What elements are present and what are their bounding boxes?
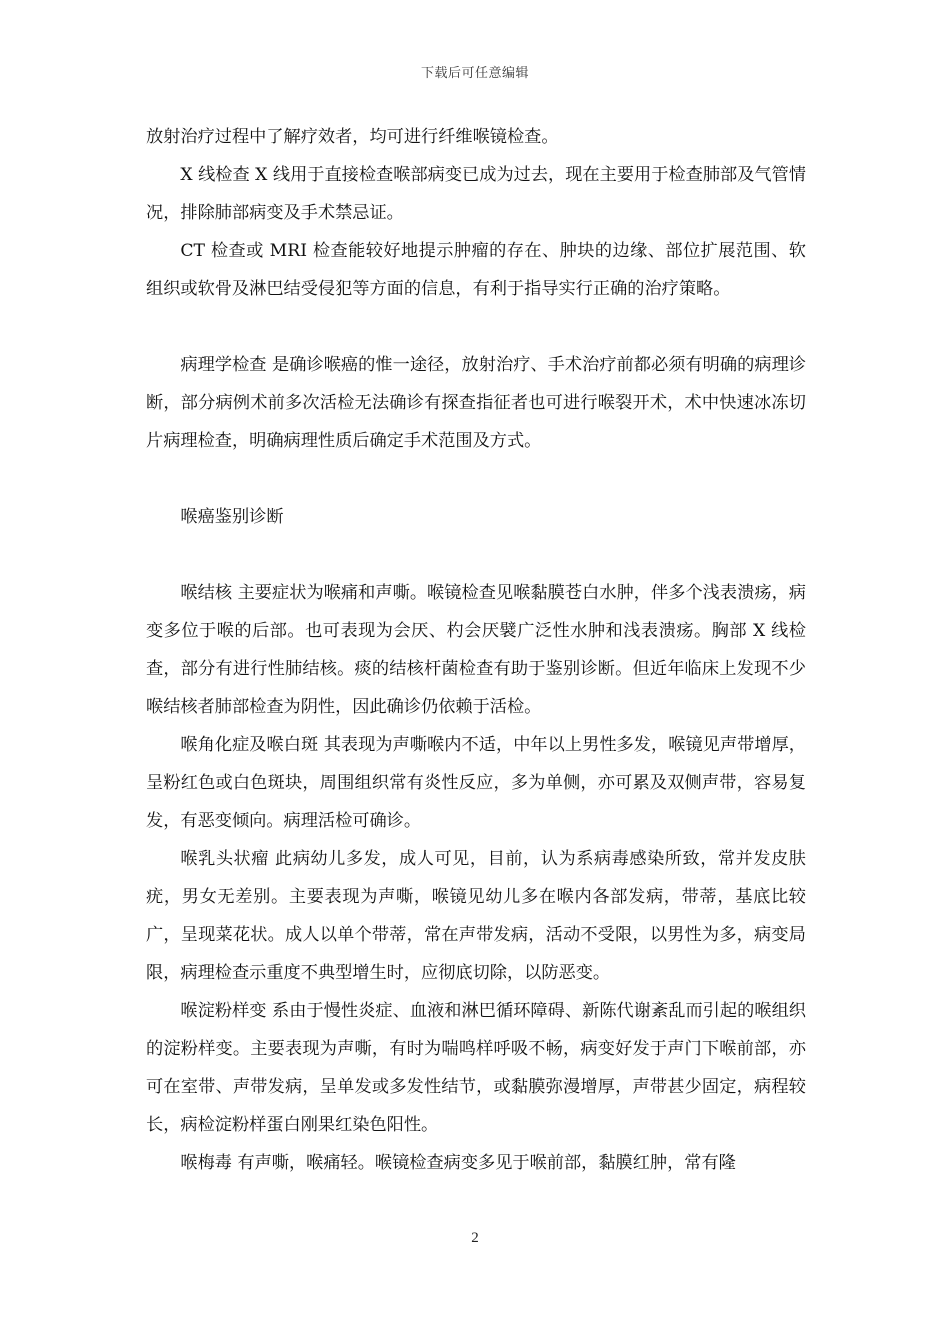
page-number: 2 xyxy=(471,1230,479,1246)
paragraph-keratosis: 喉角化症及喉白斑 其表现为声嘶喉内不适，中年以上男性多发，喉镜见声带增厚，呈粉红色或白色斑块，周围组织常有炎性反应，多为单侧，亦可累及双侧声带，容易复发，有恶变倾向。病理活检可确诊。 xyxy=(146,735,806,831)
document-body xyxy=(146,118,806,1182)
spacer xyxy=(146,536,806,574)
paragraph-syphilis: 喉梅毒 有声嘶，喉痛轻。喉镜检查病变多见于喉前部，黏膜红肿，常有隆 xyxy=(180,1153,736,1173)
paragraph-tuberculosis: 喉结核 主要症状为喉痛和声嘶。喉镜检查见喉黏膜苍白水肿，伴多个浅表溃疡，病变多位于喉的后部。也可表现为会厌、杓会厌襞广泛性水肿和浅表溃疡。胸部 X 线检查，部分有进行性肺结核。痰的结核杆菌检查有助于鉴别诊断。但近年临床上发现不少喉结核者肺部检查为阴性，因此确诊仍依赖于活检。 xyxy=(146,583,806,717)
paragraph-xray: X 线检查 X 线用于直接检查喉部病变已成为过去，现在主要用于检查肺部及气管情况，排除肺部病变及手术禁忌证。 xyxy=(146,165,806,223)
page-header: 下载后可任意编辑 xyxy=(420,66,529,81)
spacer xyxy=(146,460,806,498)
paragraph-ct-mri: CT 检查或 MRI 检查能较好地提示肿瘤的存在、肿块的边缘、部位扩展范围、软组织或软骨及淋巴结受侵犯等方面的信息，有利于指导实行正确的治疗策略。 xyxy=(146,241,806,299)
paragraph-pathology: 病理学检查 是确诊喉癌的惟一途径，放射治疗、手术治疗前都必须有明确的病理诊断，部分病例术前多次活检无法确诊有探查指征者也可进行喉裂开术，术中快速冰冻切片病理检查，明确病理性质后确定手术范围及方式。 xyxy=(146,355,806,451)
paragraph-amyloidosis: 喉淀粉样变 系由于慢性炎症、血液和淋巴循环障碍、新陈代谢紊乱而引起的喉组织的淀粉样变。主要表现为声嘶，有时为喘鸣样呼吸不畅，病变好发于声门下喉前部，亦可在室带、声带发病，呈单发或多发性结节，或黏膜弥漫增厚，声带甚少固定，病程较长，病检淀粉样蛋白刚果红染色阳性。 xyxy=(146,1001,806,1135)
spacer xyxy=(146,308,806,346)
section-heading: 喉癌鉴别诊断 xyxy=(180,507,284,527)
paragraph-continuation: 放射治疗过程中了解疗效者，均可进行纤维喉镜检查。 xyxy=(146,127,559,147)
paragraph-papilloma: 喉乳头状瘤 此病幼儿多发，成人可见，目前，认为系病毒感染所致，常并发皮肤疣，男女无差别。主要表现为声嘶，喉镜见幼儿多在喉内各部发病，带蒂，基底比较广，呈现菜花状。成人以单个带蒂，常在声带发病，活动不受限，以男性为多，病变局限，病理检查示重度不典型增生时，应彻底切除，以防恶变。 xyxy=(146,849,806,983)
